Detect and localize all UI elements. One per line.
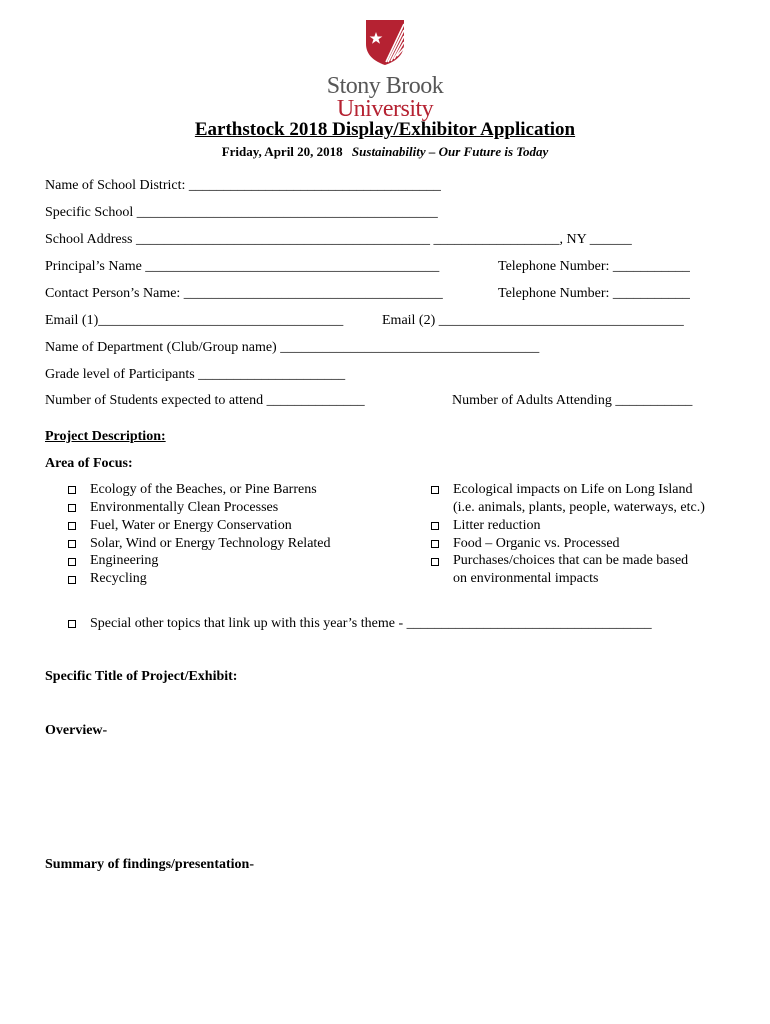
specific-school-field[interactable]: Specific School ___________________________________________ <box>45 205 438 220</box>
checkbox[interactable] <box>68 620 76 628</box>
checkbox[interactable] <box>68 486 76 494</box>
option-solar-wind: Solar, Wind or Energy Technology Related <box>90 536 331 551</box>
checkbox[interactable] <box>431 522 439 530</box>
checkbox[interactable] <box>431 540 439 548</box>
checkbox[interactable] <box>68 540 76 548</box>
email2-field[interactable]: Email (2) ___________________________________ <box>382 313 684 328</box>
contact-name-field[interactable]: Contact Person’s Name: _____________________________________ <box>45 286 443 301</box>
students-expected-field[interactable]: Number of Students expected to attend ______________ <box>45 393 365 408</box>
area-of-focus-heading: Area of Focus: <box>45 456 133 471</box>
star-shield-icon <box>364 18 406 66</box>
option-recycling: Recycling <box>90 571 147 586</box>
special-topics-field[interactable]: Special other topics that link up with this year’s theme - ___________________________________ <box>90 616 652 631</box>
checkbox[interactable] <box>68 522 76 530</box>
option-conservation: Fuel, Water or Energy Conservation <box>90 518 292 533</box>
grade-level-field[interactable]: Grade level of Participants _____________________ <box>45 367 346 382</box>
school-district-field[interactable]: Name of School District: ____________________________________ <box>45 178 441 193</box>
option-purchases-detail: on environmental impacts <box>453 571 599 586</box>
principal-name-field[interactable]: Principal’s Name __________________________________________ <box>45 259 440 274</box>
school-address-field[interactable]: School Address __________________________________________ __________________, NY ______ <box>45 232 632 247</box>
checkbox[interactable] <box>68 504 76 512</box>
project-description-heading: Project Description: <box>45 429 166 444</box>
option-clean-processes: Environmentally Clean Processes <box>90 500 279 515</box>
option-beaches: Ecology of the Beaches, or Pine Barrens <box>90 482 317 497</box>
checkbox[interactable] <box>68 576 76 584</box>
logo-line2: University <box>336 96 434 122</box>
adults-attending-field[interactable]: Number of Adults Attending ___________ <box>452 393 693 408</box>
option-litter: Litter reduction <box>453 518 541 533</box>
checkbox[interactable] <box>431 486 439 494</box>
option-long-island-detail: (i.e. animals, plants, people, waterways, etc.) <box>453 500 705 515</box>
option-food: Food – Organic vs. Processed <box>453 536 620 551</box>
option-long-island: Ecological impacts on Life on Long Island <box>453 482 693 497</box>
checkbox[interactable] <box>431 558 439 566</box>
checkbox[interactable] <box>68 558 76 566</box>
option-purchases: Purchases/choices that can be made based <box>453 553 689 568</box>
university-logo <box>0 18 770 120</box>
contact-phone-field[interactable]: Telephone Number: ___________ <box>498 286 690 301</box>
summary-heading: Summary of findings/presentation- <box>45 857 254 872</box>
option-engineering: Engineering <box>90 553 159 568</box>
page-title: Earthstock 2018 Display/Exhibitor Application <box>194 119 576 140</box>
event-subtitle <box>0 143 770 160</box>
event-date: Friday, April 20, 2018 <box>221 144 343 159</box>
email1-field[interactable]: Email (1)___________________________________ <box>45 313 344 328</box>
event-theme: Sustainability – Our Future is Today <box>351 144 549 159</box>
principal-phone-field[interactable]: Telephone Number: ___________ <box>498 259 690 274</box>
logo-line1: Stony Brook <box>326 73 444 99</box>
overview-heading: Overview- <box>45 723 108 738</box>
department-field[interactable]: Name of Department (Club/Group name) _____________________________________ <box>45 340 540 355</box>
specific-title-heading: Specific Title of Project/Exhibit: <box>45 669 238 684</box>
